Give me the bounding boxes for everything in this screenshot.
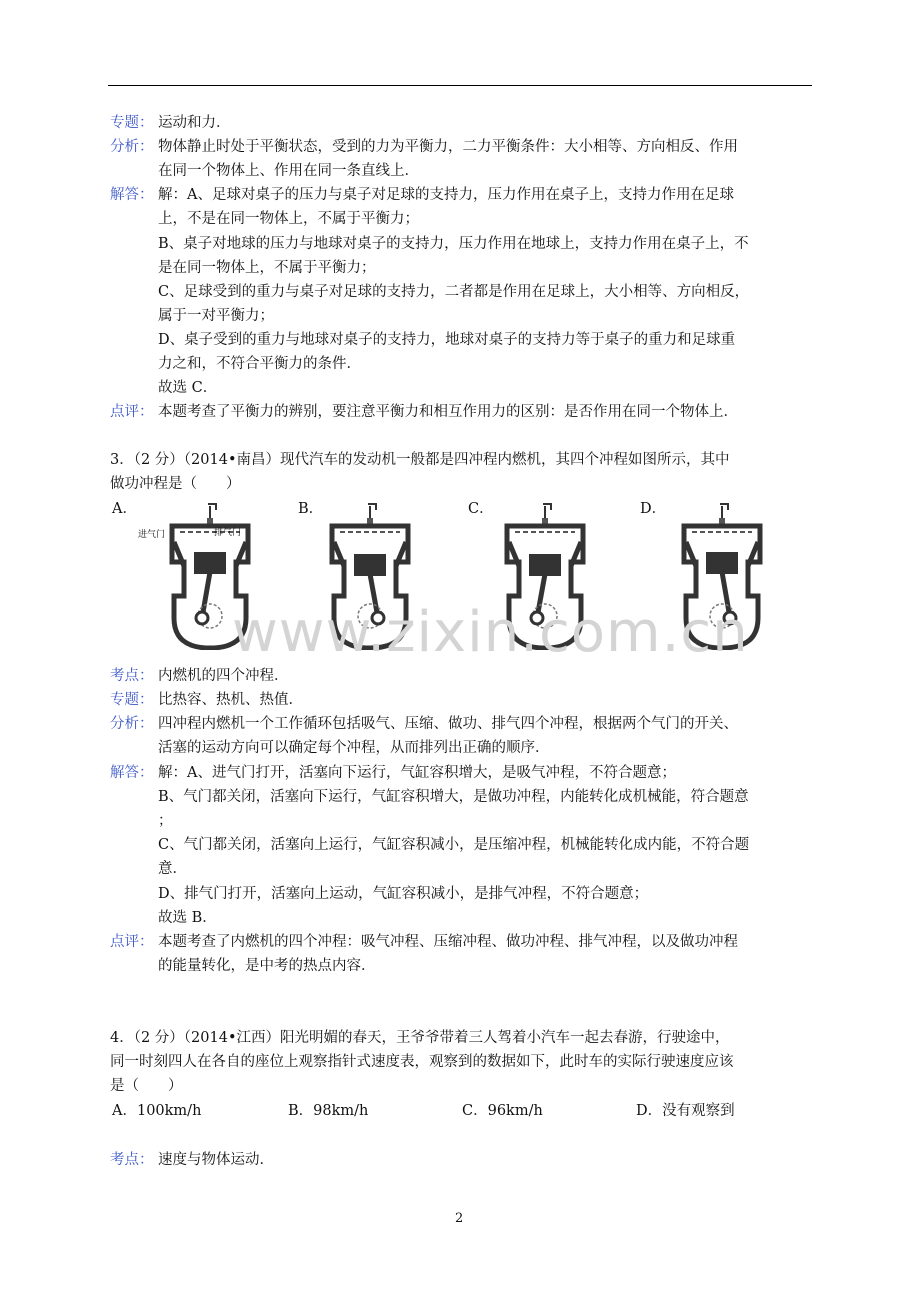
option-d: D．没有观察到 xyxy=(636,1103,735,1119)
answer-line: 解：A、足球对桌子的压力与桌子对足球的支持力，压力作用在桌子上，支持力作用在足球 xyxy=(158,187,734,203)
answer-line: D、排气门打开，活塞向上运动，气缸容积减小，是排气冲程，不符合题意； xyxy=(158,886,649,902)
answer-line: C、气门都关闭，活塞向上运行，气缸容积减小，是压缩冲程，机械能转化成内能，不符合题 xyxy=(158,837,750,853)
answer-line: 故选 B． xyxy=(158,910,217,926)
point-text: 速度与物体运动． xyxy=(158,1152,274,1168)
question-4-stem: 4．（2 分）（2014•江西）阳光明媚的春天，王爷爷带着三人驾着小汽车一起去春游，行驶途中， xyxy=(110,1030,730,1046)
comment-label: 点评： xyxy=(110,934,154,950)
header-rule xyxy=(108,85,812,86)
point-label: 考点： xyxy=(110,668,154,684)
point-text: 内燃机的四个冲程． xyxy=(158,668,289,684)
answer-line: 故选 C． xyxy=(158,380,218,396)
analysis-label: 分析： xyxy=(110,139,154,155)
answer-line: B、气门都关闭，活塞向下运行，气缸容积增大，是做功冲程，内能转化成机械能，符合题意 xyxy=(158,789,749,805)
question-3-stem: 做功冲程是（ ） xyxy=(110,476,241,492)
analysis-line: 活塞的运动方向可以确定每个冲程，从而排列出正确的顺序． xyxy=(158,740,550,756)
analysis-line: 四冲程内燃机一个工作循环包括吸气、压缩、做功、排气四个冲程，根据两个气门的开关、 xyxy=(158,716,738,732)
answer-line: C、足球受到的重力与桌子对足球的支持力，二者都是作用在足球上，大小相等、方向相反， xyxy=(158,284,750,300)
answer-line: D、桌子受到的重力与地球对桌子的支持力，地球对桌子的支持力等于桌子的重力和足球重 xyxy=(158,332,736,348)
option-a: A． xyxy=(112,501,137,517)
intake-valve-label: 进气门 xyxy=(138,530,166,540)
answer-line: B、桌子对地球的压力与地球对桌子的支持力，压力作用在地球上，支持力作用在桌子上，不 xyxy=(158,236,749,252)
option-c: C． xyxy=(468,501,494,517)
question-4-stem: 是（ ） xyxy=(110,1078,183,1094)
topic-label: 专题： xyxy=(110,115,154,131)
comment-label: 点评： xyxy=(110,404,154,420)
answer-line: 上，不是在同一物体上，不属于平衡力； xyxy=(158,211,419,227)
topic-text: 运动和力． xyxy=(158,115,231,131)
answer-line: 是在同一物体上，不属于平衡力； xyxy=(158,260,376,276)
answer-line: 解：A、进气门打开，活塞向下运行，气缸容积增大，是吸气冲程，不符合题意； xyxy=(158,765,676,781)
point-label: 考点： xyxy=(110,1152,154,1168)
analysis-label: 分析： xyxy=(110,716,154,732)
option-b: B． xyxy=(298,501,324,517)
option-d: D． xyxy=(640,501,667,517)
answer-label: 解答： xyxy=(110,765,154,781)
option-b: B．98km/h xyxy=(288,1103,369,1119)
question-4-stem: 同一时刻四人在各自的座位上观察指针式速度表，观察到的数据如下，此时车的实际行驶速度应该 xyxy=(110,1054,734,1070)
analysis-line: 物体静止时处于平衡状态，受到的力为平衡力，二力平衡条件：大小相等、方向相反、作用 xyxy=(158,139,738,155)
topic-text: 比热容、热机、热值． xyxy=(158,692,303,708)
answer-line: 意． xyxy=(158,861,187,877)
comment-line: 本题考查了内燃机的四个冲程：吸气冲程、压缩冲程、做功冲程、排气冲程，以及做功冲程 xyxy=(158,934,738,950)
topic-label: 专题： xyxy=(110,692,154,708)
answer-label: 解答： xyxy=(110,187,154,203)
page-number: 2 xyxy=(455,1211,464,1226)
watermark: www.zixin.com.cn xyxy=(232,600,749,665)
answer-line: 力之和，不符合平衡力的条件． xyxy=(158,356,361,372)
answer-line: 属于一对平衡力； xyxy=(158,308,274,324)
comment-line: 的能量转化，是中考的热点内容． xyxy=(158,958,376,974)
analysis-line: 在同一个物体上、作用在同一条直线上． xyxy=(158,163,419,179)
comment-text: 本题考查了平衡力的辨别，要注意平衡力和相互作用力的区别：是否作用在同一个物体上． xyxy=(158,404,738,420)
option-a: A．100km/h xyxy=(112,1103,202,1119)
option-c: C．96km/h xyxy=(462,1103,543,1119)
question-3-stem: 3．（2 分）（2014•南昌）现代汽车的发动机一般都是四冲程内燃机，其四个冲程如图所示，其中 xyxy=(110,452,730,468)
answer-line: ； xyxy=(158,813,173,829)
exhaust-valve-label: 排气门 xyxy=(214,528,242,538)
